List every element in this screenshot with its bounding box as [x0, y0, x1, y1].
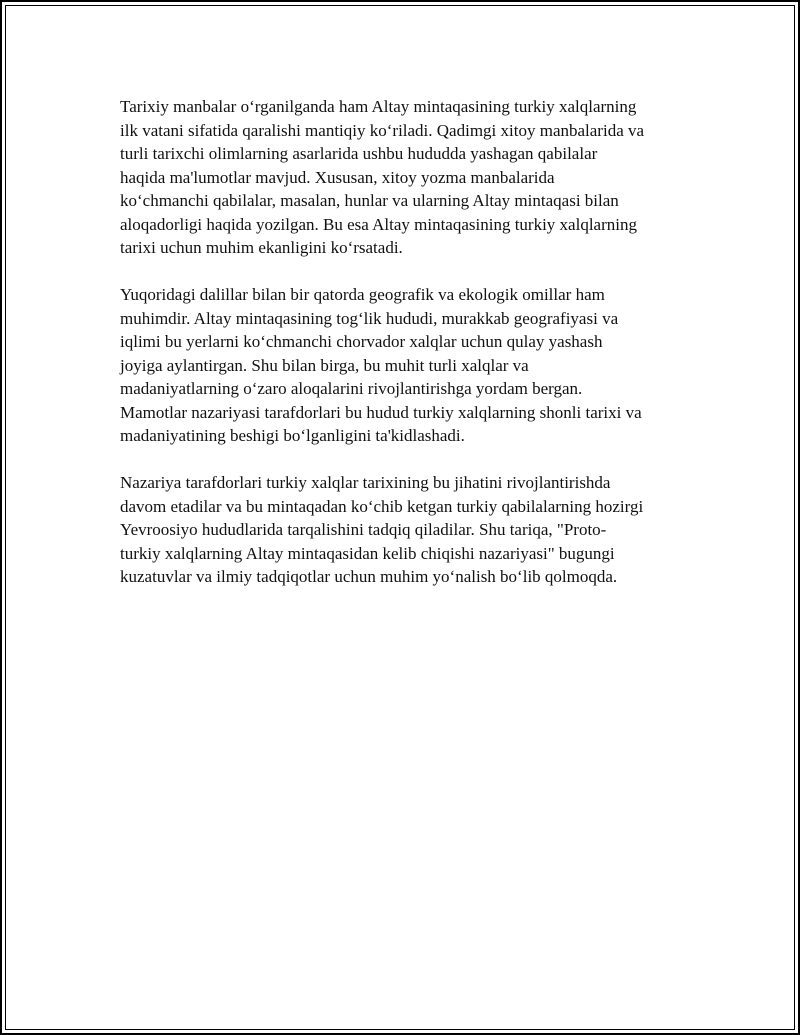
text-line: davom etadilar va bu mintaqadan ko‘chib ketgan turkiy qabilalarning hozirgi: [120, 496, 644, 516]
text-line: muhimdir. Altay mintaqasining tog‘lik hududi, murakkab geografiyasi va: [120, 308, 619, 328]
text-line: kuzatuvlar va ilmiy tadqiqotlar uchun muhim yo‘nalish bo‘lib qolmoqda.: [120, 567, 618, 586]
text-line: tarixi uchun muhim ekanligini ko‘rsatadi.: [120, 238, 403, 257]
text-line: Yuqoridagi dalillar bilan bir qatorda geografik va ekologik omillar ham: [120, 285, 605, 304]
paragraph-1: [120, 95, 698, 260]
text-line: turli tarixchi olimlarning asarlarida ushbu hududda yashagan qabilalar: [120, 144, 598, 163]
paragraph-2: [120, 283, 698, 448]
text-line: iqlimi bu yerlarni ko‘chmanchi chorvador xalqlar uchun qulay yashash: [120, 332, 603, 351]
paragraph-3: [120, 471, 698, 589]
text-line: joyiga aylantirgan. Shu bilan birga, bu muhit turli xalqlar va: [120, 355, 529, 375]
text-line: Tarixiy manbalar o‘rganilganda ham Altay mintaqasining turkiy xalqlarning: [120, 97, 637, 116]
text-line: turkiy xalqlarning Altay mintaqasidan kelib chiqishi nazariyasi" bugungi: [120, 543, 615, 563]
text-line: Nazariya tarafdorlari turkiy xalqlar tarixining bu jihatini rivojlantirishda: [120, 473, 611, 492]
text-line: madaniyatlarning o‘zaro aloqalarini rivojlantirishga yordam bergan.: [120, 379, 583, 398]
text-line: haqida ma'lumotlar mavjud. Xususan, xitoy yozma manbalarida: [120, 167, 555, 187]
text-line: Yevroosiyo hududlarida tarqalishini tadqiq qiladilar. Shu tariqa, "Proto-: [120, 520, 607, 539]
text-line: ilk vatani sifatida qaralishi mantiqiy ko‘riladi. Qadimgi xitoy manbalarida va: [120, 120, 645, 140]
text-line: ko‘chmanchi qabilalar, masalan, hunlar va ularning Altay mintaqasi bilan: [120, 191, 619, 210]
text-line: madaniyatining beshigi bo‘lganligini ta'kidlashadi.: [120, 426, 465, 445]
text-line: aloqadorligi haqida yozilgan. Bu esa Altay mintaqasining turkiy xalqlarning: [120, 214, 637, 234]
text-line: Mamotlar nazariyasi tarafdorlari bu hudud turkiy xalqlarning shonli tarixi va: [120, 402, 642, 422]
document-body: [120, 95, 698, 612]
